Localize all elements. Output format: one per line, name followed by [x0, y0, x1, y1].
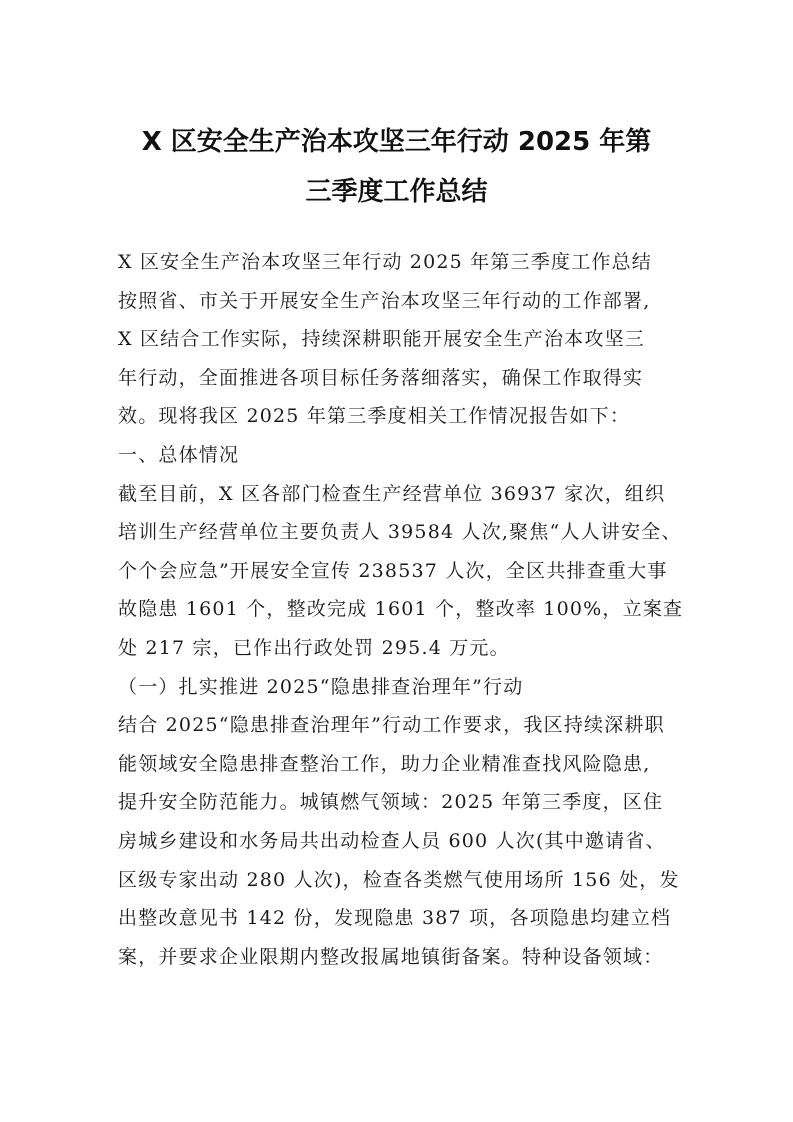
document-body [118, 243, 688, 976]
body-line: 故隐患 1601 个，整改完成 1601 个，整改率 100%，立案查 [118, 598, 684, 621]
document-title [60, 117, 733, 217]
body-line-subtitle: X 区安全生产治本攻坚三年行动 2025 年第三季度工作总结 [118, 251, 652, 273]
subsection-heading: （一）扎实推进 2025“隐患排查治理年”行动 [118, 675, 524, 698]
body-line: 年行动，全面推进各项目标任务落细落实，确保工作取得实 [118, 366, 644, 389]
body-line: 按照省、市关于开展安全生产治本攻坚三年行动的工作部署, [118, 289, 651, 312]
body-line: 处 217 宗，已作出行政处罚 295.4 万元。 [118, 636, 510, 659]
body-line: 效。现将我区 2025 年第三季度相关工作情况报告如下： [118, 405, 631, 428]
body-line: 房城乡建设和水务局共出动检查人员 600 人次(其中邀请省、 [118, 829, 666, 852]
body-line: 培训生产经营单位主要负责人 39584 人次,聚焦“人人讲安全、 [118, 521, 682, 544]
body-line: 提升安全防范能力。城镇燃气领域：2025 年第三季度，区住 [118, 791, 664, 814]
body-line: 个个会应急”开展安全宣传 238537 人次，全区共排查重大事 [118, 559, 668, 582]
body-line: 结合 2025“隐患排查治理年”行动工作要求，我区持续深耕职 [118, 714, 665, 737]
body-line: X 区结合工作实际，持续深耕职能开展安全生产治本攻坚三 [118, 328, 645, 351]
title-line-1: X 区安全生产治本攻坚三年行动 2025 年第 [141, 127, 652, 157]
body-line: 截至目前，X 区各部门检查生产经营单位 36937 家次，组织 [118, 482, 666, 505]
title-line-2: 三季度工作总结 [305, 177, 488, 207]
body-line: 案，并要求企业限期内整改报属地镇街备案。特种设备领域： [118, 945, 664, 968]
body-line: 能领域安全隐患排查整治工作，助力企业精准查找风险隐患, [118, 752, 651, 775]
body-line: 区级专家出动 280 人次)，检查各类燃气使用场所 156 处，发 [118, 868, 680, 891]
section-heading: 一、总体情况 [118, 443, 240, 466]
body-line: 出整改意见书 142 份，发现隐患 387 项，各项隐患均建立档 [118, 907, 672, 930]
